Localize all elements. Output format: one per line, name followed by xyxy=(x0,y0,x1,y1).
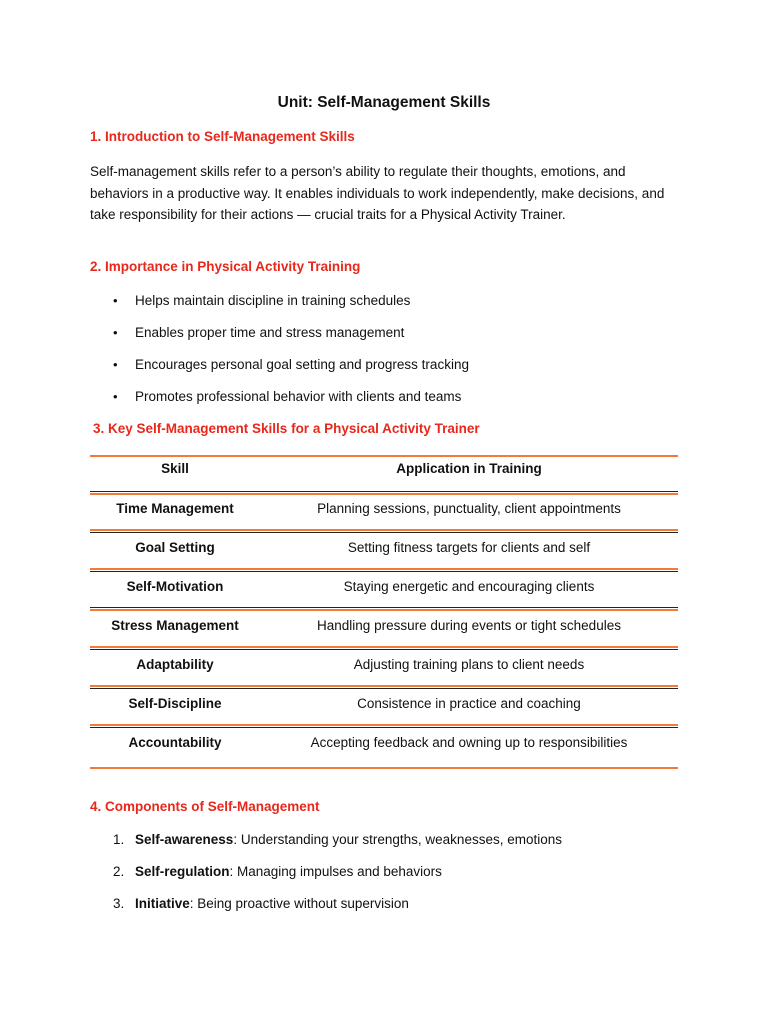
component-description: : Understanding your strengths, weaknesses, emotions xyxy=(233,832,562,847)
table-rule xyxy=(90,532,678,533)
list-item xyxy=(90,893,562,925)
table-rule xyxy=(90,649,678,650)
list-item xyxy=(90,290,469,322)
bullet-icon: • xyxy=(113,293,118,308)
component-description: : Being proactive without supervision xyxy=(189,896,409,911)
list-item xyxy=(90,861,562,893)
bullet-icon: • xyxy=(113,389,118,404)
list-item xyxy=(90,829,562,861)
section-heading-introduction: 1. Introduction to Self-Management Skills xyxy=(90,129,355,144)
components-numbered-list xyxy=(90,829,562,925)
bullet-text: Encourages personal goal setting and progress tracking xyxy=(135,357,469,372)
list-item xyxy=(90,354,469,386)
component-term: Self-awareness xyxy=(135,832,234,847)
skills-table xyxy=(90,455,678,750)
table-rule xyxy=(90,491,678,492)
document-page xyxy=(90,0,678,1024)
table-rule xyxy=(90,529,678,531)
table-row xyxy=(90,534,678,573)
skill-cell: Self-Discipline xyxy=(128,696,222,711)
section-heading-key-skills: 3. Key Self-Management Skills for a Physical Activity Trainer xyxy=(93,421,480,436)
table-row xyxy=(90,573,678,612)
bullet-icon: • xyxy=(113,357,118,372)
skill-cell: Goal Setting xyxy=(135,540,215,555)
bullet-text: Promotes professional behavior with clients and teams xyxy=(135,389,462,404)
column-header-application: Application in Training xyxy=(396,461,542,476)
component-term: Initiative xyxy=(135,896,190,911)
table-row xyxy=(90,690,678,729)
skill-cell: Time Management xyxy=(116,501,234,516)
bullet-icon: • xyxy=(113,325,118,340)
table-header-row xyxy=(90,455,678,491)
table-rule xyxy=(90,609,678,611)
application-cell: Planning sessions, punctuality, client appointments xyxy=(317,501,621,516)
skill-cell: Adaptability xyxy=(136,657,214,672)
intro-paragraph: Self-management skills refer to a person’s ability to regulate their thoughts, emotions, and behaviors in a productive way. It enables individuals to work independently, make decisions, and take responsibility for their actions — crucial traits for a Physical Activity Trainer. xyxy=(90,164,665,223)
application-cell: Handling pressure during events or tight schedules xyxy=(317,618,621,633)
list-number: 2. xyxy=(113,864,125,879)
table-rule xyxy=(90,727,678,728)
table-row xyxy=(90,651,678,690)
application-cell: Staying energetic and encouraging clients xyxy=(343,579,595,594)
section-heading-importance: 2. Importance in Physical Activity Training xyxy=(90,259,361,274)
component-description: : Managing impulses and behaviors xyxy=(229,864,442,879)
table-row xyxy=(90,729,678,768)
skill-cell: Stress Management xyxy=(111,618,239,633)
table-rule xyxy=(90,571,678,572)
table-rule xyxy=(90,724,678,726)
list-item xyxy=(90,386,469,418)
table-rule xyxy=(90,568,678,570)
page-title: Unit: Self-Management Skills xyxy=(277,94,491,111)
section-heading-components: 4. Components of Self-Management xyxy=(90,799,320,814)
skill-cell: Accountability xyxy=(128,735,222,750)
application-cell: Accepting feedback and owning up to responsibilities xyxy=(310,735,628,750)
skill-cell: Self-Motivation xyxy=(126,579,224,594)
component-term: Self-regulation xyxy=(135,864,230,879)
table-rule xyxy=(90,646,678,648)
table-rule xyxy=(90,607,678,608)
application-cell: Adjusting training plans to client needs xyxy=(353,657,585,672)
table-row xyxy=(90,495,678,534)
table-row xyxy=(90,612,678,651)
table-rule xyxy=(90,767,678,769)
application-cell: Consistence in practice and coaching xyxy=(357,696,581,711)
table-rule xyxy=(90,688,678,689)
list-item xyxy=(90,322,469,354)
list-number: 3. xyxy=(113,896,125,911)
bullet-text: Helps maintain discipline in training schedules xyxy=(135,293,411,308)
application-cell: Setting fitness targets for clients and self xyxy=(347,540,591,555)
table-rule xyxy=(90,685,678,687)
importance-bullet-list xyxy=(90,290,469,418)
column-header-skill: Skill xyxy=(161,461,189,476)
list-number: 1. xyxy=(113,832,125,847)
bullet-text: Enables proper time and stress management xyxy=(135,325,405,340)
